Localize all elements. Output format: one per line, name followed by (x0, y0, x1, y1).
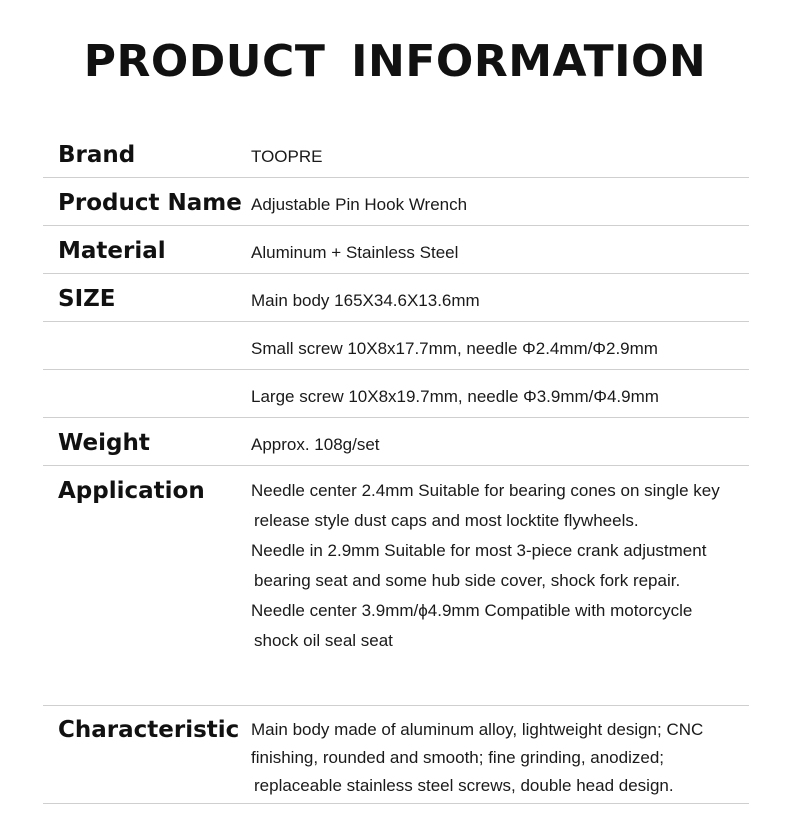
row-label: Brand (58, 142, 136, 168)
characteristic-line: replaceable stainless steel screws, double head design. (254, 776, 674, 795)
table-row-size-small-screw (43, 322, 749, 370)
product-info-table (43, 130, 749, 804)
application-text (251, 476, 751, 656)
row-value: Main body 165X34.6X13.6mm (251, 291, 480, 310)
characteristic-line: Main body made of aluminum alloy, lightweight design; CNC (251, 720, 704, 739)
application-line: Needle in 2.9mm Suitable for most 3-piece crank adjustment (251, 541, 707, 560)
application-line: Needle center 2.4mm Suitable for bearing cones on single key (251, 481, 720, 500)
characteristic-text (251, 716, 751, 800)
row-value: Adjustable Pin Hook Wrench (251, 195, 468, 214)
table-row-material (43, 226, 749, 274)
row-value: Aluminum + Stainless Steel (251, 243, 459, 262)
application-line: release style dust caps and most locktite flywheels. (254, 511, 639, 530)
row-label: Weight (58, 430, 150, 456)
row-value: TOOPRE (251, 147, 323, 166)
row-label: Material (58, 238, 166, 264)
row-label: SIZE (58, 286, 116, 312)
row-value: Small screw 10X8x17.7mm, needle Φ2.4mm/Φ2.9mm (251, 339, 658, 358)
row-value: Approx. 108g/set (251, 435, 380, 454)
application-line: Needle center 3.9mm/ϕ4.9mm Compatible with motorcycle (251, 601, 693, 620)
page-title: PRODUCT INFORMATION (83, 36, 707, 87)
row-label: Characteristic (58, 717, 240, 743)
table-row-application (43, 466, 749, 706)
row-label: Product Name (58, 190, 242, 216)
table-row-weight (43, 418, 749, 466)
table-row-product-name (43, 178, 749, 226)
row-value: Large screw 10X8x19.7mm, needle Φ3.9mm/Φ4.9mm (251, 387, 659, 406)
table-row-size-large-screw (43, 370, 749, 418)
row-label: Application (58, 478, 205, 504)
table-row-brand (43, 130, 749, 178)
application-line: bearing seat and some hub side cover, shock fork repair. (254, 571, 681, 590)
table-row-characteristic (43, 706, 749, 804)
characteristic-line: finishing, rounded and smooth; fine grinding, anodized; (251, 748, 665, 767)
table-row-size (43, 274, 749, 322)
application-line: shock oil seal seat (254, 631, 393, 650)
